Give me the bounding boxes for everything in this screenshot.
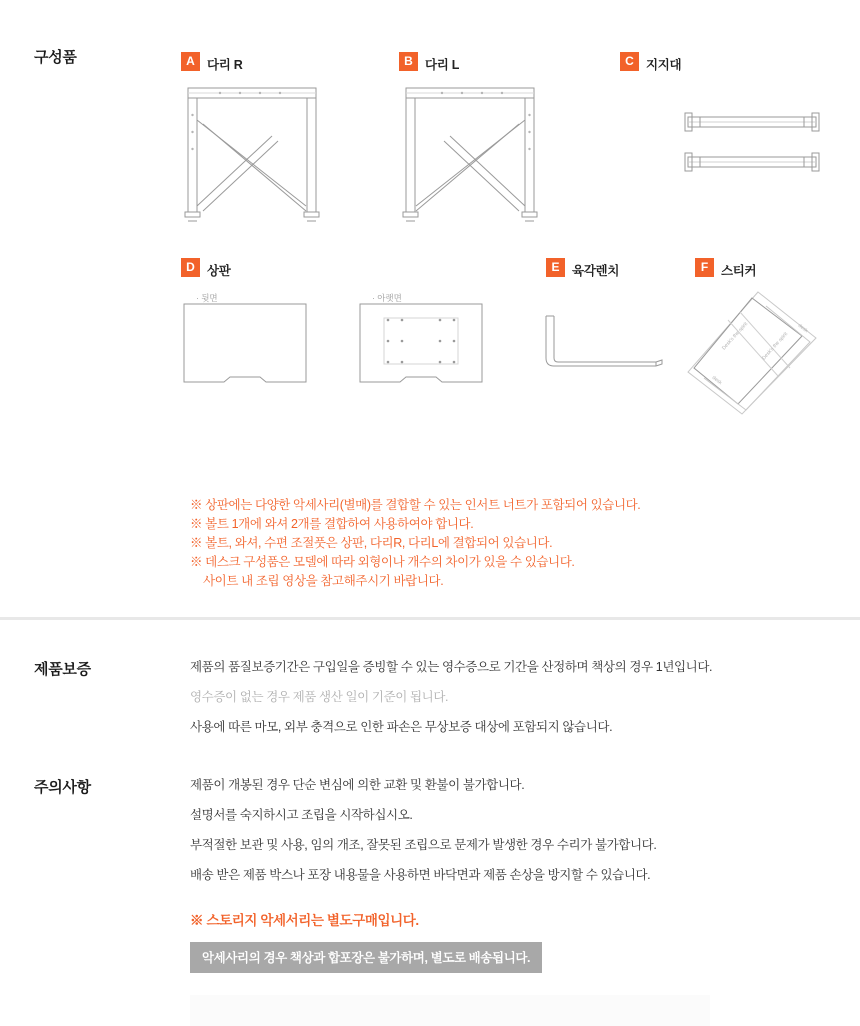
part-badge-f: F (695, 258, 714, 277)
hex-wrench-illustration (530, 300, 680, 390)
warranty-text-block (190, 652, 850, 742)
leg-l-illustration (398, 80, 548, 230)
part-name-f: 스티커 (721, 264, 757, 278)
tabletop-top-illustration (180, 298, 310, 388)
section-title-parts: 구성품 (34, 49, 77, 66)
part-name-c: 지지대 (646, 58, 682, 72)
sticker-illustration (682, 286, 832, 421)
section-divider (0, 617, 860, 620)
part-name-b: 다리 L (425, 58, 460, 72)
caution-line-2: 설명서를 숙지하시고 조립을 시작하십시오. (190, 808, 413, 822)
section-title-caution: 주의사항 (34, 779, 91, 796)
caution-line-3: 부적절한 보관 및 사용, 임의 개조, 잘못된 조립으로 문제가 발생한 경우 수리가 불가합니다. (190, 838, 657, 852)
warranty-line-1: 제품의 품질보증기간은 구입일을 증빙할 수 있는 영수증으로 기간을 산정하며 책상의 경우 1년입니다. (190, 660, 713, 674)
warranty-line-2: 영수증이 없는 경우 제품 생산 일이 기준이 됩니다. (190, 690, 449, 704)
svg-text:desk: desk (796, 322, 809, 335)
bottom-spacer (190, 995, 710, 1026)
warranty-line-3: 사용에 따른 마모, 외부 충격으로 인한 파손은 무상보증 대상에 포함되지 않습니다. (190, 720, 613, 734)
part-badge-e: E (546, 258, 565, 277)
caution-line-1: 제품이 개봉된 경우 단순 변심에 의한 교환 및 환불이 불가합니다. (190, 778, 525, 792)
svg-text:Desk's the spirit: Desk's the spirit (761, 331, 789, 362)
caption-bottom-view: · 아랫면 (372, 293, 402, 303)
caption-top-view: · 뒷면 (196, 293, 218, 303)
parts-notes (190, 496, 830, 591)
caution-line-4: 배송 받은 제품 박스나 포장 내용물을 사용하면 바닥면과 제품 손상을 방지할 수 있습니다. (190, 868, 651, 882)
note-line-4: ※ 데스크 구성품은 모델에 따라 외형이나 개수의 차이가 있을 수 있습니다. (190, 555, 575, 569)
leg-r-illustration (180, 80, 330, 230)
part-name-a: 다리 R (207, 58, 243, 72)
note-line-2: ※ 볼트 1개에 와셔 2개를 결합하여 사용하여야 합니다. (190, 517, 474, 531)
section-title-warranty: 제품보증 (34, 661, 91, 678)
part-badge-b: B (399, 52, 418, 71)
svg-text:desk: desk (710, 374, 723, 387)
part-name-d: 상판 (207, 264, 231, 278)
storage-accessory-notice: ※ 스토리지 악세서리는 별도구매입니다. (190, 913, 419, 928)
part-badge-c: C (620, 52, 639, 71)
support-bar-illustration (680, 105, 830, 185)
note-line-1: ※ 상판에는 다양한 악세사리(별매)를 결합할 수 있는 인서트 너트가 포함되어 있습니다. (190, 498, 641, 512)
part-name-e: 육각렌치 (572, 264, 620, 278)
part-badge-a: A (181, 52, 200, 71)
shipping-banner: 악세사리의 경우 책상과 합포장은 불가하며, 별도로 배송됩니다. (190, 942, 542, 973)
note-line-3: ※ 볼트, 와셔, 수편 조절풋은 상판, 다리R, 다리L에 결합되어 있습니다. (190, 536, 553, 550)
tabletop-bottom-illustration (356, 298, 486, 388)
caution-text-block (190, 770, 850, 973)
part-badge-d: D (181, 258, 200, 277)
note-line-5: 사이트 내 조립 영상을 참고해주시기 바랍니다. (203, 574, 444, 588)
svg-text:Desk's the spirit: Desk's the spirit (721, 321, 749, 352)
